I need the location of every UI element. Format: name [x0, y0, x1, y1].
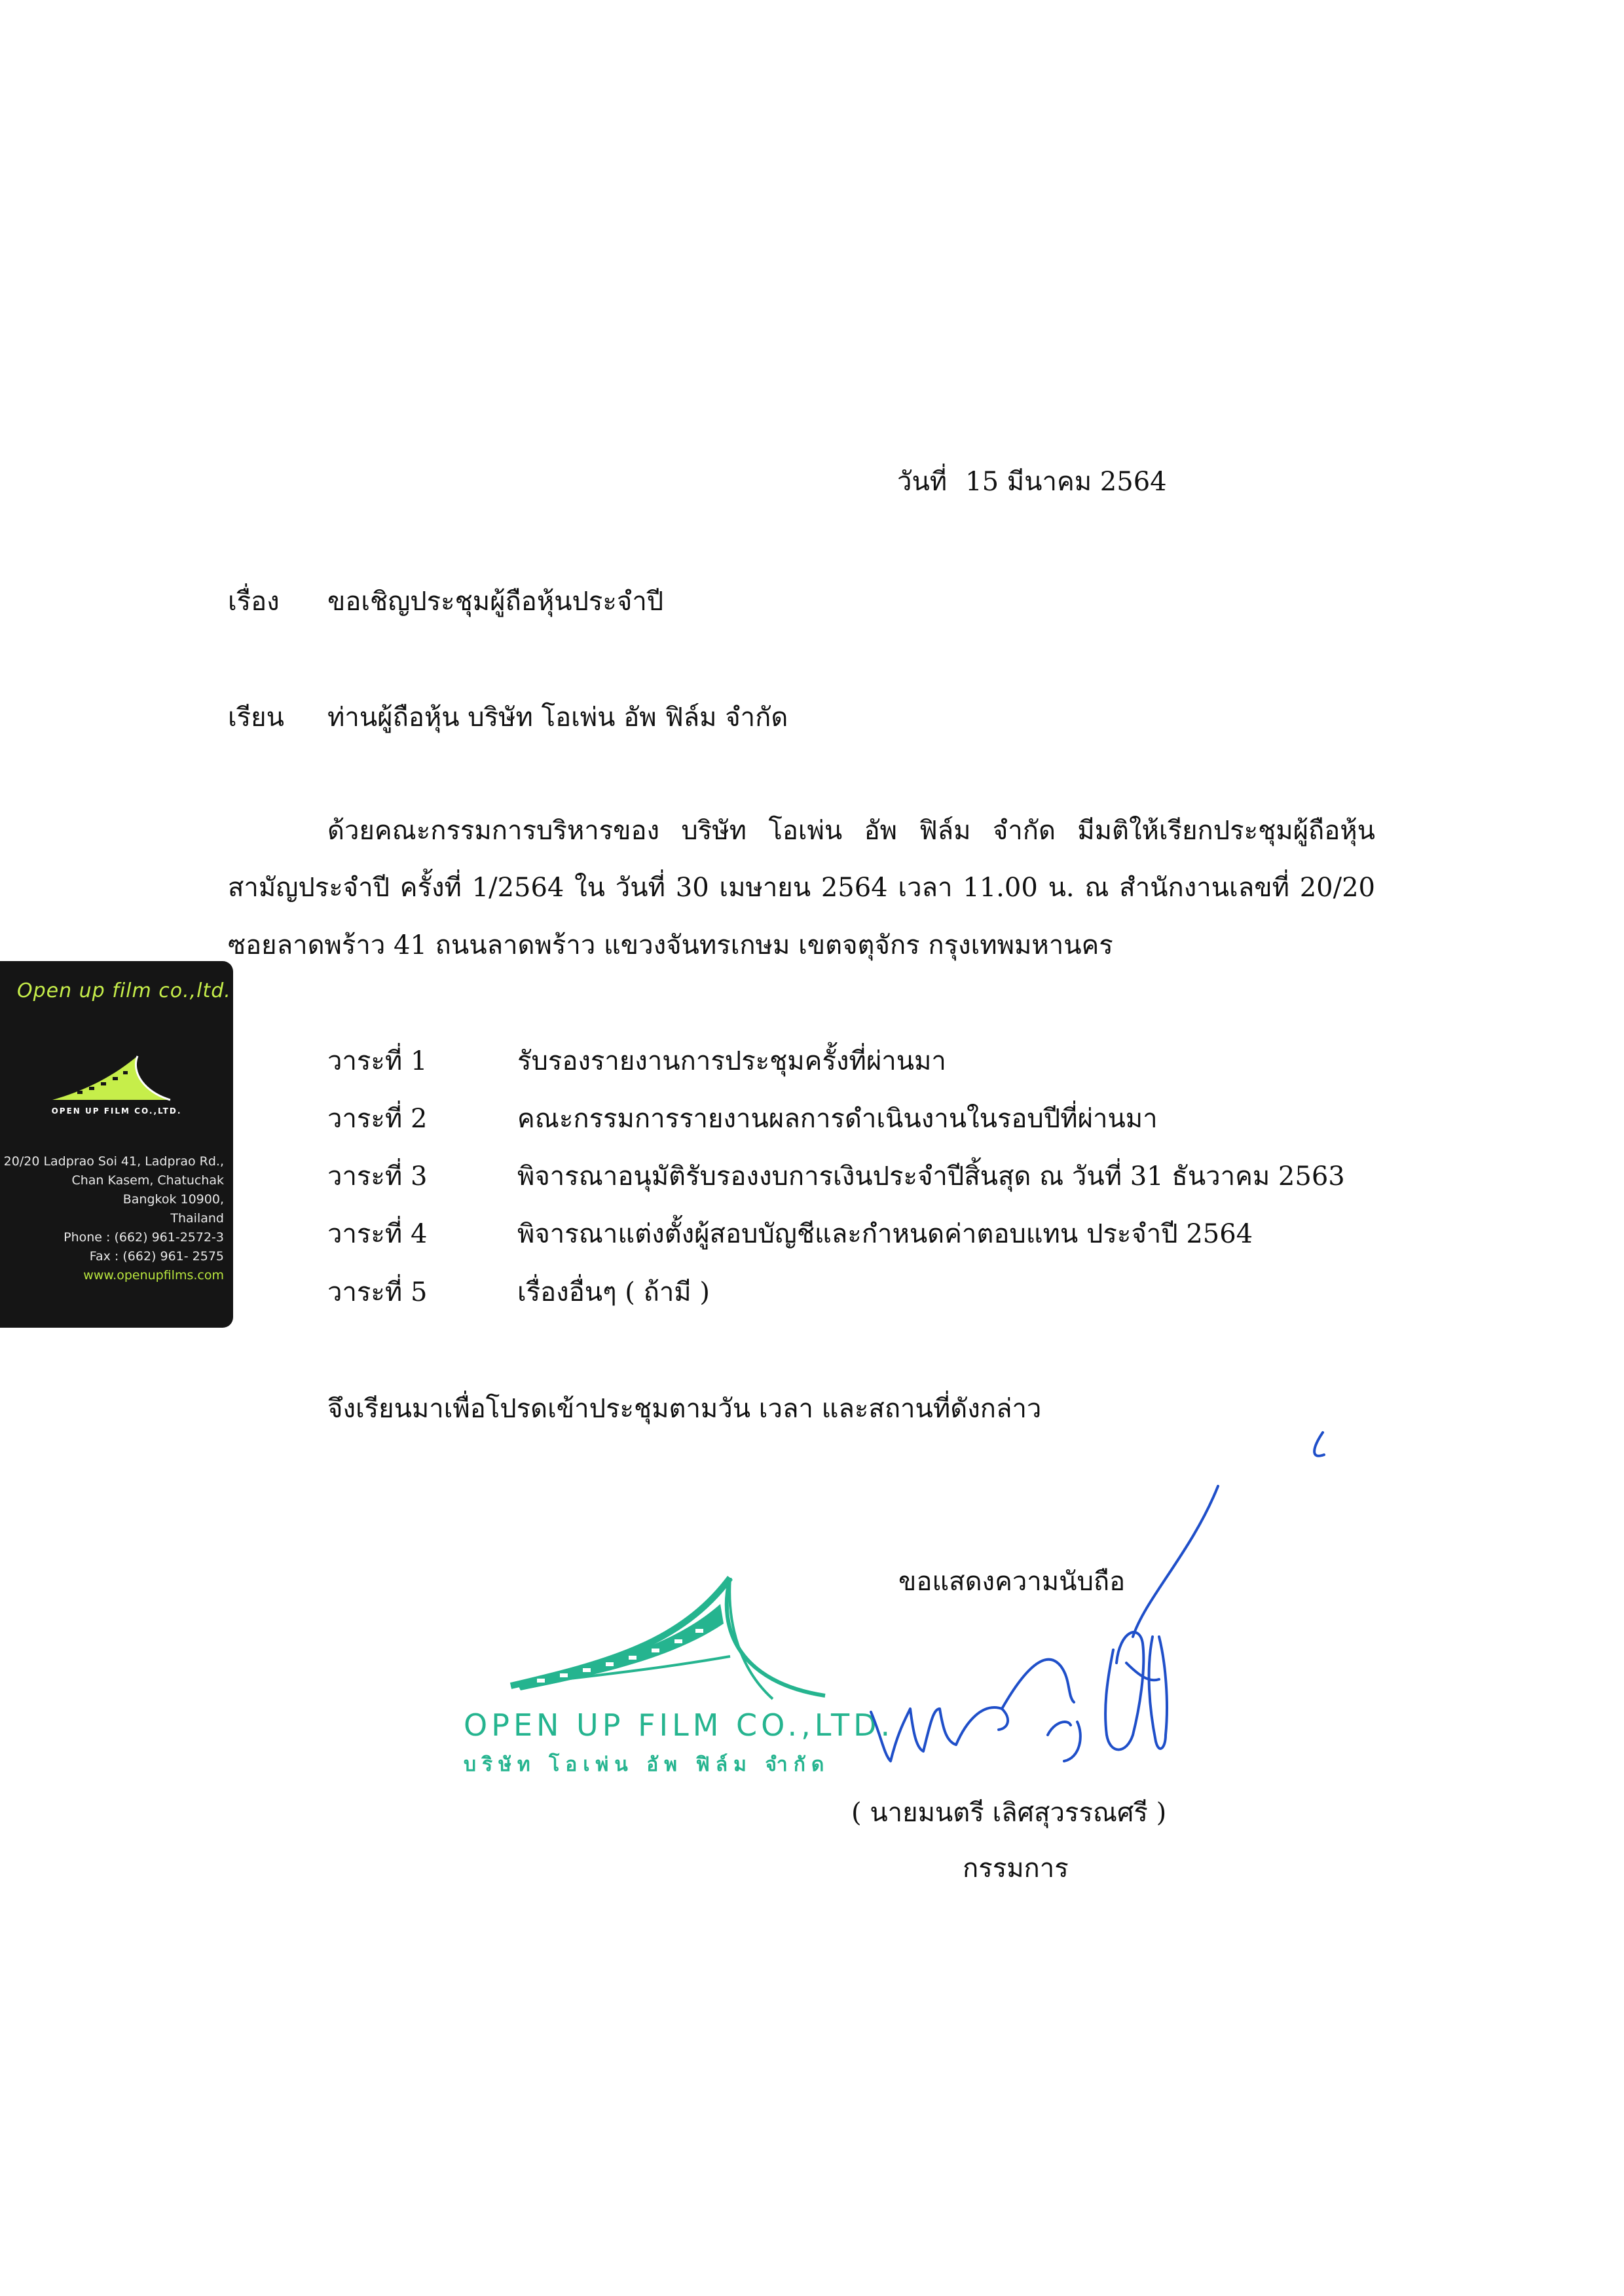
signer-name: ( นายมนตรี เลิศสุวรรณศรี ) [851, 1798, 1167, 1828]
recipient-label: เรียน [228, 702, 284, 733]
agenda-text: พิจารณาอนุมัติรับรองงบการเงินประจำปีสิ้นสุด ณ วันที่ 31 ธันวาคม 2563 [517, 1161, 1345, 1192]
tent-logo-icon [46, 1053, 177, 1105]
card-address [4, 1152, 224, 1285]
agenda-text: รับรองรายงานการประชุมครั้งที่ผ่านมา [517, 1046, 946, 1076]
agenda-number: วาระที่ 3 [327, 1161, 428, 1192]
date-value: 15 มีนาคม 2564 [965, 467, 1167, 497]
body-paragraph-line: ซอยลาดพร้าว 41 ถนนลาดพร้าว แขวงจันทรเกษม เขตจตุจักร กรุงเทพมหานคร [228, 930, 1113, 960]
card-company-name: OPEN UP FILM CO.,LTD. [51, 1106, 182, 1116]
agenda-number: วาระที่ 5 [327, 1277, 428, 1307]
subject-text: ขอเชิญประชุมผู้ถือหุ้นประจำปี [327, 587, 664, 617]
card-brand-logo: Open up film co.,ltd. [17, 979, 231, 1002]
agenda-number: วาระที่ 4 [327, 1219, 428, 1249]
card-fax: Fax : (662) 961- 2575 [89, 1249, 224, 1264]
agenda-text: คณะกรรมการรายงานผลการดำเนินงานในรอบปีที่ผ่านมา [517, 1104, 1158, 1134]
card-address-line: Bangkok 10900, [122, 1192, 224, 1207]
body-paragraph-line: ด้วยคณะกรรมการบริหารของ บริษัท โอเพ่น อัพ ฟิล์ม จำกัด มีมติให้เรียกประชุมผู้ถือหุ้น [327, 816, 1375, 846]
stamp-name-en: OPEN UP FILM CO.,LTD. [464, 1707, 895, 1743]
body-paragraph-line: สามัญประจำปี ครั้งที่ 1/2564 ใน วันที่ 30 เมษายน 2564 เวลา 11.00 น. ณ สำนักงานเลขที่ 20/20 [228, 873, 1375, 903]
subject-label: เรื่อง [228, 587, 280, 617]
agenda-number: วาระที่ 2 [327, 1104, 428, 1134]
date-label: วันที่ [897, 467, 948, 497]
signer-title: กรรมการ [963, 1853, 1069, 1884]
business-card [0, 961, 233, 1328]
card-address-line: 20/20 Ladprao Soi 41, Ladprao Rd., [3, 1154, 224, 1169]
letter-date [897, 466, 1185, 498]
agenda-text: เรื่องอื่นๆ ( ถ้ามี ) [517, 1277, 710, 1307]
card-phone: Phone : (662) 961-2572-3 [64, 1230, 224, 1245]
company-stamp-logo-icon [458, 1571, 851, 1712]
card-website: www.openupfilms.com [83, 1268, 224, 1283]
agenda-number: วาระที่ 1 [327, 1046, 428, 1076]
recipient-text: ท่านผู้ถือหุ้น บริษัท โอเพ่น อัพ ฟิล์ม จำกัด [327, 702, 788, 733]
stamp-name-th: บริษัท โอเพ่น อัพ ฟิล์ม จำกัด [464, 1753, 830, 1776]
closing-line: จึงเรียนมาเพื่อโปรดเข้าประชุมตามวัน เวลา และสถานที่ดังกล่าว [327, 1394, 1042, 1424]
card-address-line: Thailand [170, 1211, 224, 1226]
card-address-line: Chan Kasem, Chatuchak [71, 1173, 224, 1188]
handwritten-signature [851, 1427, 1375, 1794]
regards-text: ขอแสดงความนับถือ [898, 1567, 1126, 1597]
agenda-text: พิจารณาแต่งตั้งผู้สอบบัญชีและกำหนดค่าตอบแทน ประจำปี 2564 [517, 1219, 1253, 1249]
